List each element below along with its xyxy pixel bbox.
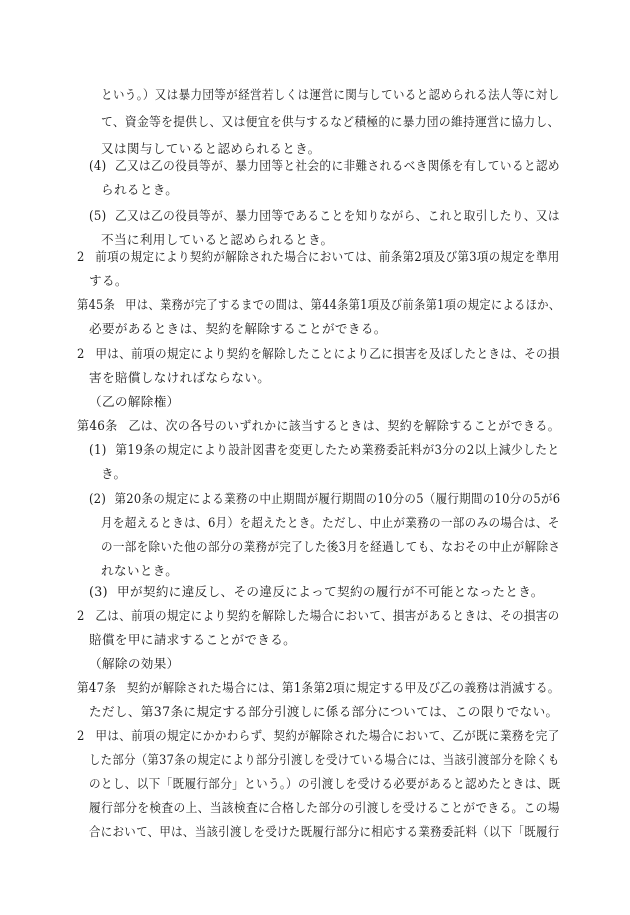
paragraph-2: 2 甲は、前項の規定にかかわらず、契約が解除された場合において、乙が既に業務を完了 [77, 728, 560, 743]
article-heading: （解除の効果） [89, 656, 180, 671]
article-number: 第46条 [77, 418, 118, 433]
text-line: 合において、甲は、当該引渡しを受けた既履行部分に相応する業務委託料（以下「既履行 [89, 824, 560, 839]
text-line: 賠償を甲に請求することができる。 [89, 632, 297, 647]
item-2: (2) 第20条の規定による業務の中止期間が履行期間の10分の5（履行期間の10分の5が6 [89, 491, 561, 506]
item-number: (4) [89, 158, 107, 173]
text-line: て、資金等を提供し、又は便宜を供与するなど積極的に暴力団の維持運営に協力し、 [101, 114, 560, 129]
item-number: (2) [89, 491, 107, 506]
text-line: 履行部分を検査の上、当該検査に合格した部分の引渡しを受けることができる。この場 [89, 800, 560, 815]
paragraph-2: 2 乙は、前項の規定により契約を解除した場合において、損害があるときは、その損害の [77, 608, 560, 623]
item-number: (3) [89, 584, 108, 599]
item-number: (1) [89, 442, 107, 457]
text-line: した部分（第37条の規定により部分引渡しを受けている場合には、当該引渡部分を除くも [89, 752, 560, 767]
paragraph-number: 2 [77, 728, 85, 743]
text-line: のとし、以下「既履行部分」という。）の引渡しを受ける必要があると認めたときは、既 [89, 776, 561, 791]
text-line: 必要があるときは、契約を解除することができる。 [89, 321, 387, 336]
text-line: する。 [89, 273, 128, 288]
item-3: (3) 甲が契約に違反し、その違反によって契約の履行が不可能となったとき。 [89, 584, 544, 599]
article-45: 第45条 甲は、業務が完了するまでの間は、第44条第1項及び前条第1項の規定によるほか、 [77, 297, 561, 312]
article-46: 第46条 乙は、次の各号のいずれかに該当するときは、契約を解除することができる。 [77, 418, 561, 433]
text-line: の一部を除いた他の部分の業務が完了した後3月を経過しても、なおその中止が解除さ [101, 539, 561, 554]
paragraph-number: 2 [77, 346, 85, 361]
article-number: 第45条 [77, 297, 116, 312]
text-line: 害を賠償しなければならない。 [89, 370, 271, 385]
text-line: 不当に利用していると認められるとき。 [101, 232, 334, 247]
paragraph-2: 2 甲は、前項の規定により契約を解除したことにより乙に損害を及ぼしたときは、その損 [77, 346, 560, 361]
item-5: (5) 乙又は乙の役員等が、暴力団等であることを知りながら、これと取引したり、又は [89, 208, 560, 223]
article-heading: （乙の解除権） [89, 394, 180, 409]
paragraph-number: 2 [77, 608, 85, 623]
paragraph-2: 2 前項の規定により契約が解除された場合においては、前条第2項及び第3項の規定を準用 [77, 249, 560, 264]
text-line: られるとき。 [101, 182, 179, 197]
text-line: 又は関与していると認められるとき。 [101, 141, 321, 156]
text-line: ただし、第37条に規定する部分引渡しに係る部分については、この限りでない。 [89, 704, 559, 719]
text-line: 月を超えるときは、6月）を超えたとき。ただし、中止が業務の一部のみの場合は、そ [101, 515, 560, 530]
item-number: (5) [89, 208, 107, 223]
text-line: という。）又は暴力団等が経営若しくは運営に関与していると認められる法人等に対し [101, 87, 560, 102]
text-line: れないとき。 [101, 563, 179, 578]
article-number: 第47条 [77, 680, 117, 695]
article-47: 第47条 契約が解除された場合には、第1条第2項に規定する甲及び乙の義務は消滅する。 [77, 680, 560, 695]
item-4: (4) 乙又は乙の役員等が、暴力団等と社会的に非難されるべき関係を有していると認め [89, 158, 560, 173]
item-1: (1) 第19条の規定により設計図書を変更したため業務委託料が3分の2以上減少したと [89, 442, 560, 457]
paragraph-number: 2 [77, 249, 85, 264]
text-line: き。 [101, 466, 127, 481]
